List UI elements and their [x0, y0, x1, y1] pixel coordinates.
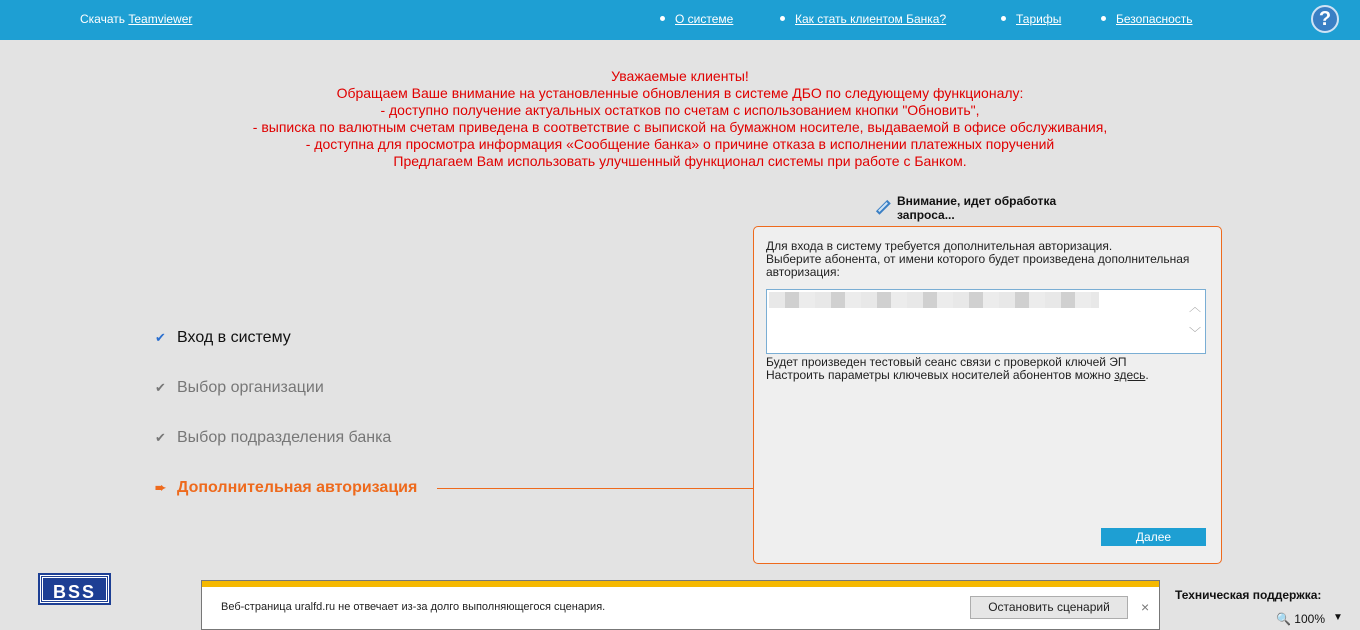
notice-line: - доступно получение актуальных остатков по счетам с использованием кнопки "Обновить", [380, 102, 980, 118]
auth-info-2-prefix: Настроить параметры ключевых носителей абонентов можно [766, 368, 1111, 382]
script-warning-bar [201, 580, 1160, 630]
step-select-branch [155, 429, 391, 447]
check-icon: ✔ [155, 380, 166, 395]
step-extra-auth [155, 479, 417, 497]
stop-script-button[interactable]: Остановить сценарий [970, 596, 1128, 619]
notice-line: - доступна для просмотра информация «Сообщение банка» о причине отказа в исполнении платежных поручений [305, 136, 1055, 152]
auth-info [766, 356, 1206, 382]
auth-info-1: Будет произведен тестовый сеанс связи с проверкой ключей ЭП [766, 355, 1127, 369]
settings-here-link[interactable]: здесь [1114, 368, 1146, 382]
auth-info-2-suffix: . [1145, 368, 1149, 382]
nav-link-become-client[interactable] [780, 12, 946, 26]
next-button[interactable]: Далее [1101, 528, 1206, 546]
scroll-down-icon[interactable]: ﹀ [1188, 326, 1201, 340]
teamviewer-prefix: Скачать [80, 12, 125, 26]
step-select-org [155, 379, 324, 397]
subscriber-item-redacted[interactable] [769, 292, 1099, 308]
nav-label-become-client: Как стать клиентом Банка? [795, 12, 947, 26]
notice-line: - выписка по валютным счетам приведена в соответствие с выпиской на бумажном носителе, выдаваемой в офисе обслуживания, [252, 119, 1108, 135]
nav-link-tariffs[interactable] [1001, 12, 1061, 26]
close-icon[interactable]: × [1141, 599, 1150, 615]
nav-label-about: О системе [675, 12, 734, 26]
update-notice [180, 68, 1180, 170]
warning-message: Веб-страница uralfd.ru не отвечает из-за долго выполняющегося сценария. [221, 601, 606, 613]
processing-icon [872, 196, 894, 218]
support-label: Техническая поддержка: [1175, 588, 1322, 602]
processing-indicator [872, 194, 1072, 222]
subscriber-listbox[interactable] [766, 289, 1206, 354]
bullet-icon [660, 16, 665, 21]
bss-logo: BSS [40, 575, 109, 603]
notice-line: Уважаемые клиенты! [611, 68, 749, 84]
step-label: Дополнительная авторизация [177, 479, 418, 496]
auth-intro-1: Для входа в систему требуется дополнительная авторизация. [766, 239, 1113, 253]
processing-text-1: Внимание, идет обработка [897, 194, 1057, 208]
nav-link-security[interactable] [1101, 12, 1193, 26]
step-connector-line [437, 488, 753, 489]
bullet-icon [1101, 16, 1106, 21]
auth-intro-2: Выберите абонента, от имени которого будет произведена дополнительная авторизация: [766, 252, 1190, 279]
auth-instructions [766, 240, 1206, 279]
check-icon: ✔ [155, 330, 166, 345]
scroll-up-icon[interactable]: ︿ [1188, 300, 1201, 314]
notice-line: Предлагаем Вам использовать улучшенный функционал системы при работе с Банком. [393, 153, 967, 169]
zoom-control[interactable] [1276, 612, 1325, 626]
nav-label-security: Безопасность [1116, 12, 1193, 26]
notice-line: Обращаем Ваше внимание на установленные обновления в системе ДБО по следующему функционалу: [336, 85, 1024, 101]
auth-info-2 [766, 369, 1206, 382]
zoom-dropdown-icon[interactable]: ▼ [1333, 612, 1343, 623]
nav-label-tariffs: Тарифы [1016, 12, 1062, 26]
bullet-icon [780, 16, 785, 21]
auth-panel [753, 226, 1222, 564]
zoom-icon: 🔍 [1276, 612, 1291, 626]
top-bar [0, 0, 1360, 40]
processing-text-2: запроса... [897, 208, 955, 222]
step-label: Выбор организации [177, 379, 324, 396]
teamviewer-download [80, 12, 192, 26]
help-icon[interactable]: ? [1311, 5, 1339, 33]
check-icon: ✔ [155, 430, 166, 445]
bullet-icon [1001, 16, 1006, 21]
teamviewer-link[interactable]: Teamviewer [128, 12, 193, 26]
nav-link-about[interactable] [660, 12, 733, 26]
arrow-icon: ➨ [155, 480, 166, 495]
step-label: Выбор подразделения банка [177, 429, 392, 446]
step-label: Вход в систему [177, 329, 291, 346]
warning-stripe [202, 581, 1159, 587]
zoom-level: 100% [1294, 612, 1325, 626]
step-login [155, 329, 291, 347]
